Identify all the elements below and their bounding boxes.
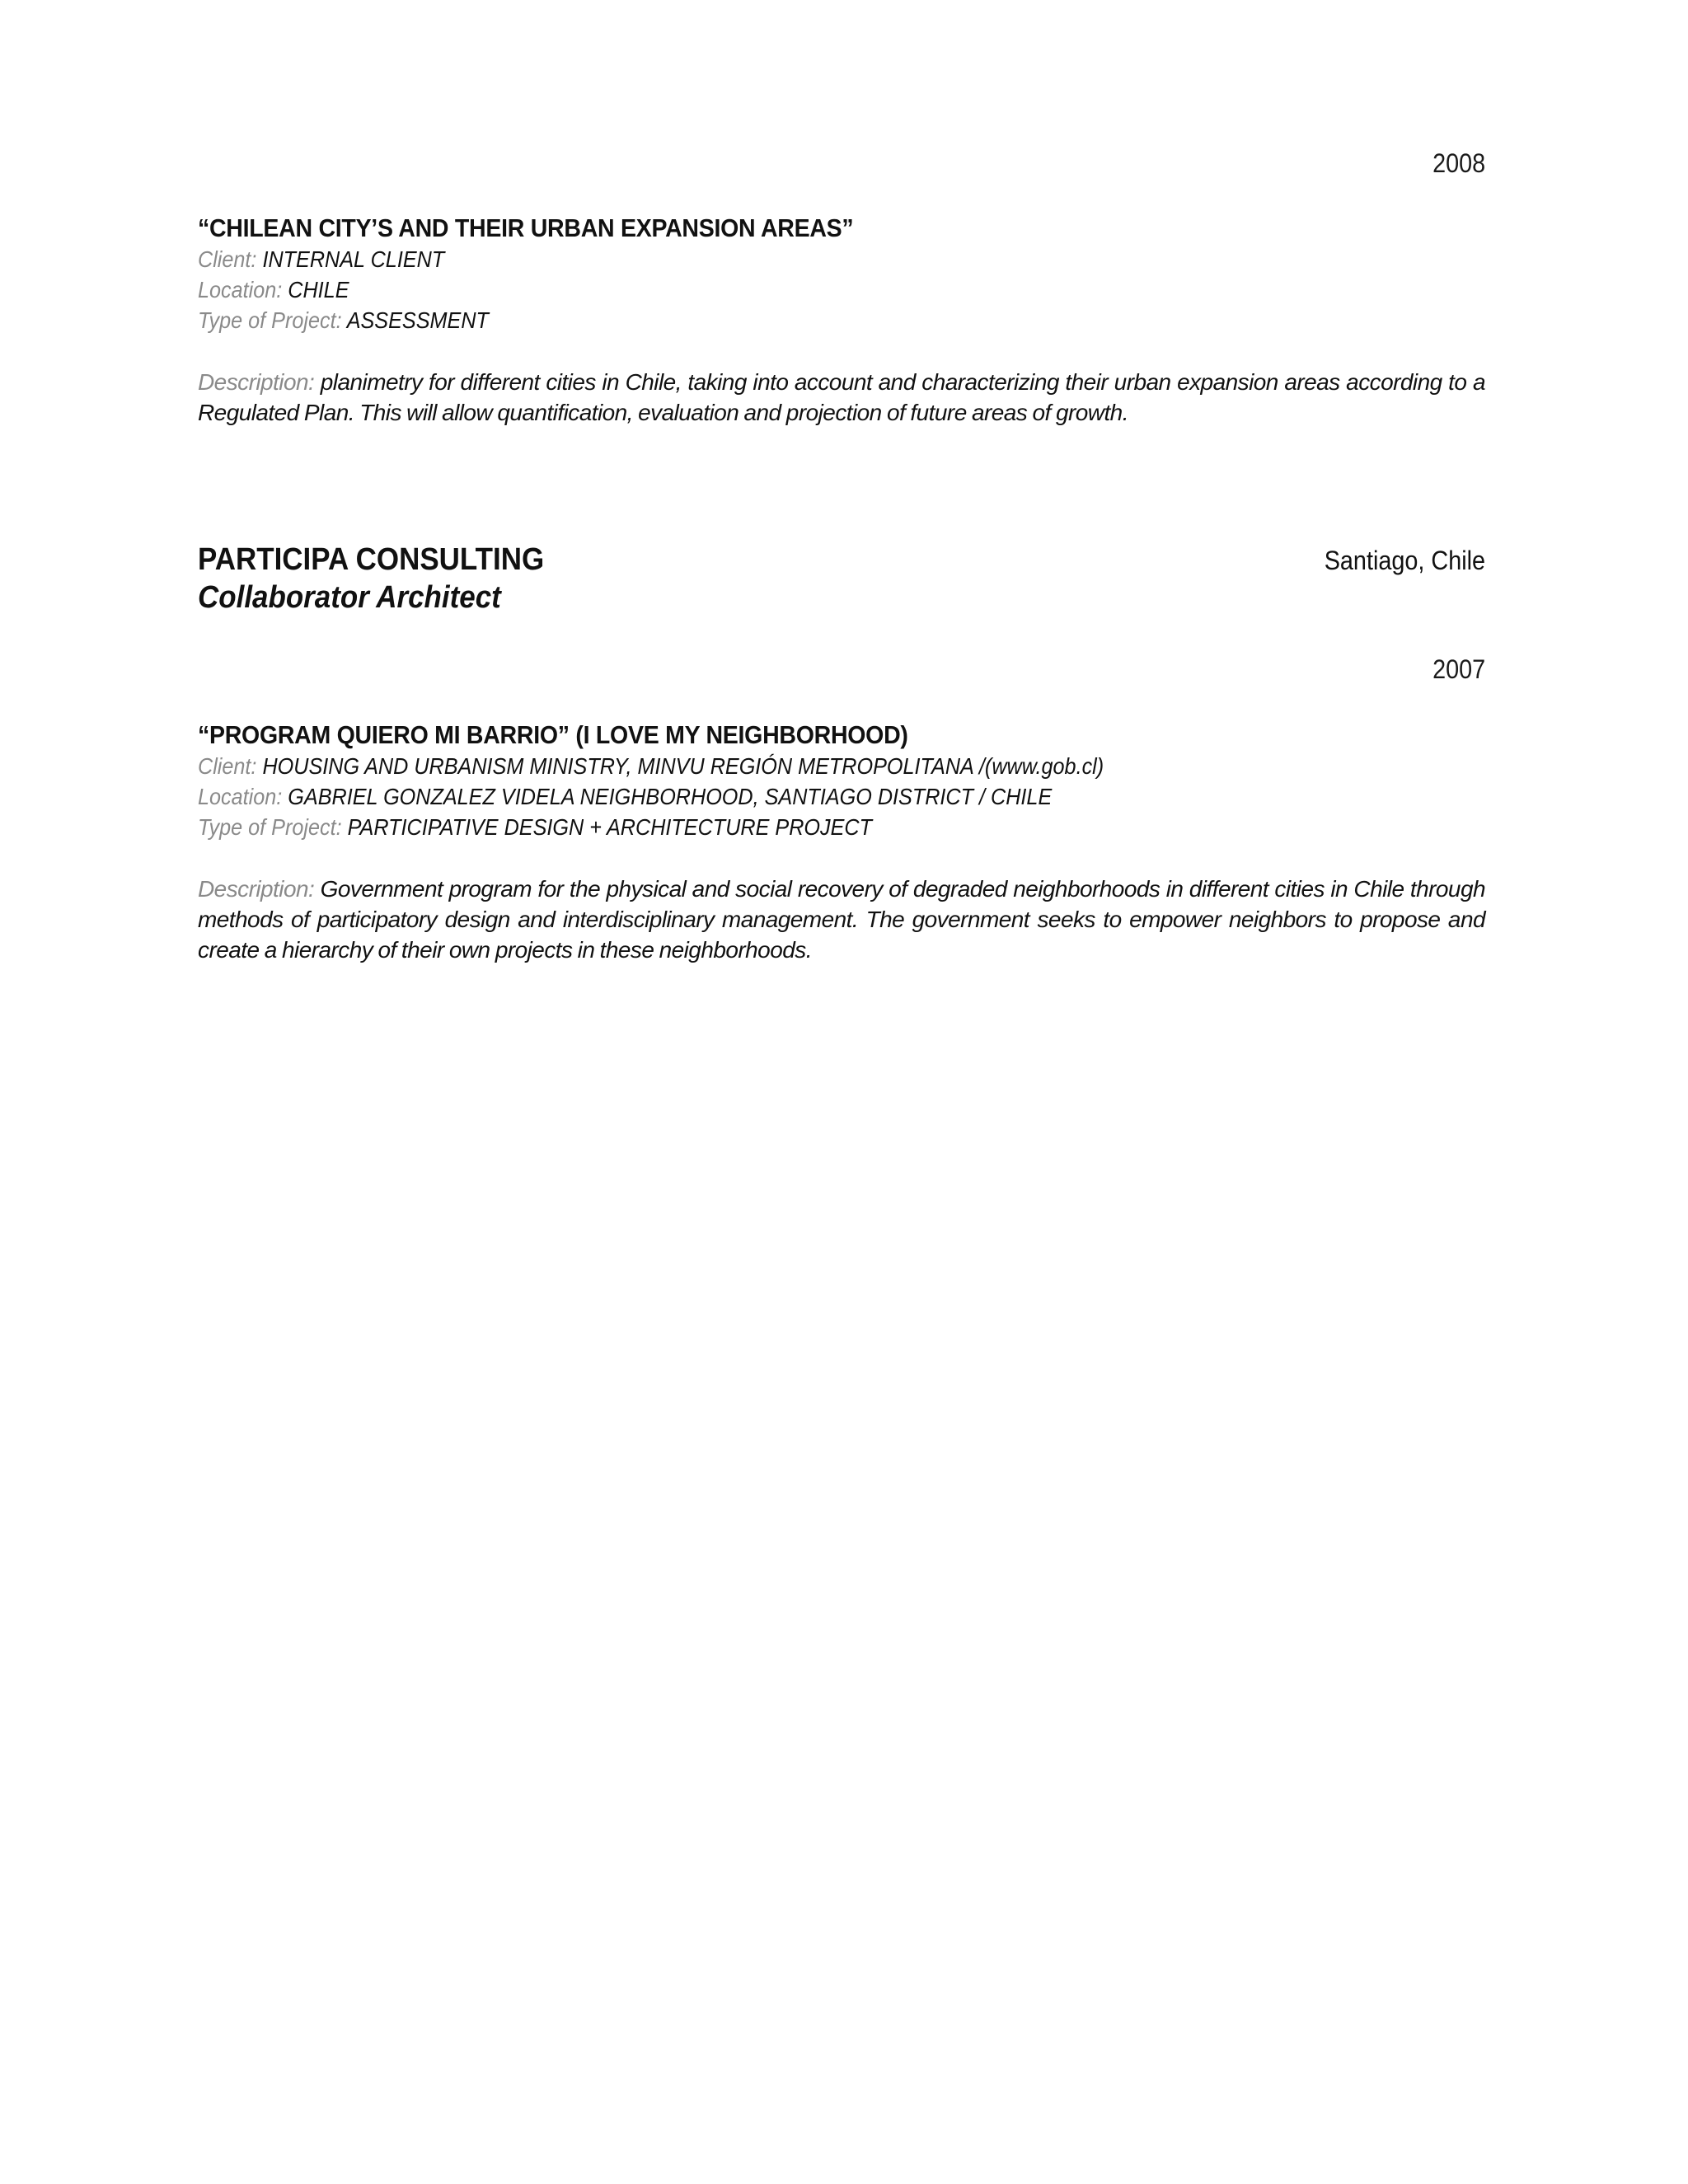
project-entry [198,213,1485,428]
type-label: Type of Project: [198,307,342,333]
client-value: INTERNAL CLIENT [262,246,445,272]
client-label: Client: [198,246,257,272]
project-location [198,274,1357,305]
client-label: Client: [198,753,257,779]
project-title: “PROGRAM QUIERO MI BARRIO” (I LOVE MY NEIGHBORHOOD) [198,720,908,749]
location-label: Location: [198,784,283,809]
location-label: Location: [198,277,283,302]
location-value: GABRIEL GONZALEZ VIDELA NEIGHBORHOOD, SANTIAGO DISTRICT / CHILE [288,784,1053,809]
description-text: Government program for the physical and social recovery of degraded neighborhoods in different cities in Chile through methods of participatory design and interdisciplinary management. The government seeks to empower neighbors to propose and create a hierarchy of their own projects in these neighborhoods. [198,876,1485,963]
type-value: PARTICIPATIVE DESIGN + ARCHITECTURE PROJECT [347,814,873,840]
description-label: Description: [198,876,315,902]
type-value: ASSESSMENT [346,307,489,333]
employer-block [198,541,1485,616]
description-label: Description: [198,369,315,395]
project-client [198,244,1357,274]
employer-name: PARTICIPA CONSULTING [198,542,545,577]
project-entry [198,719,1485,965]
project-description [198,367,1485,428]
employer-role: Collaborator Architect [198,580,501,615]
project-client [198,751,1357,781]
location-value: CHILE [288,277,349,302]
type-label: Type of Project: [198,814,342,840]
client-value: HOUSING AND URBANISM MINISTRY, MINVU REGIÓN METROPOLITANA /(www.gob.cl) [262,753,1104,779]
description-text: planimetry for different cities in Chile, taking into account and characterizing their urban expansion areas according to a Regulated Plan. This will allow quantification, evaluation and projection of future areas of growth. [198,369,1485,425]
project-type [198,812,1357,842]
employer-location: Santiago, Chile [1324,546,1485,575]
project-type [198,305,1357,335]
resume-page [198,0,1485,2184]
project-location [198,781,1357,812]
project-year: 2007 [1432,654,1485,684]
project-description [198,874,1485,965]
project-year: 2008 [1432,148,1485,178]
project-title: “CHILEAN CITY’S AND THEIR URBAN EXPANSION AREAS” [198,213,854,242]
